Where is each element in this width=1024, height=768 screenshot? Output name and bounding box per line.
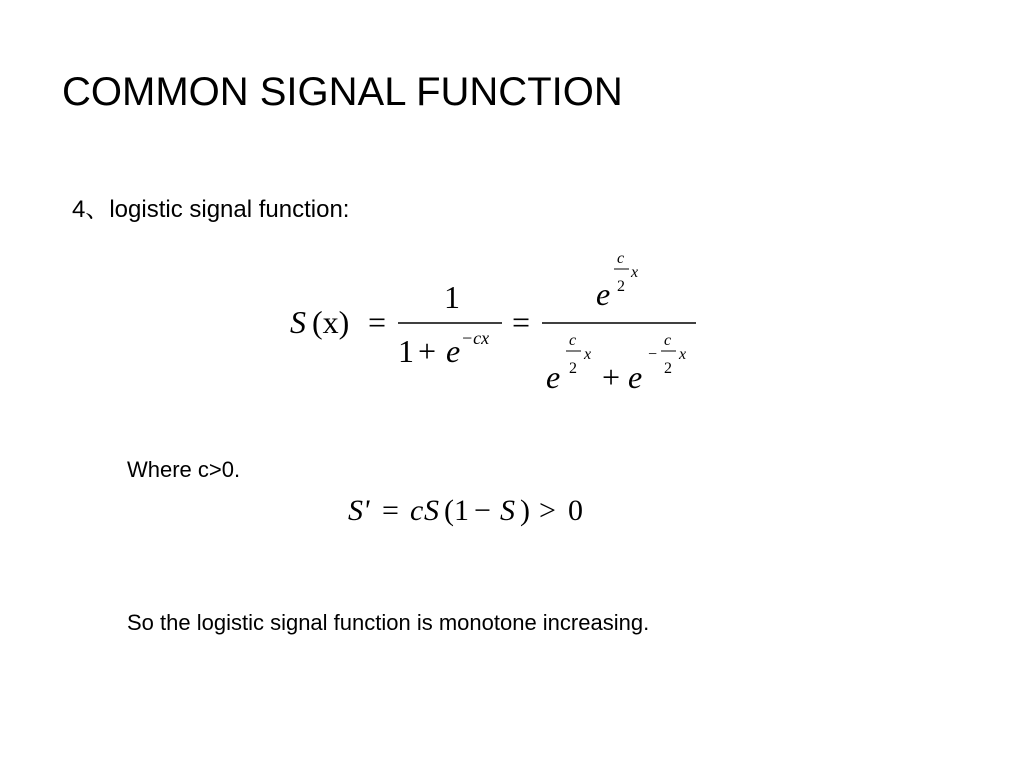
derivative-equation (340, 488, 600, 536)
deriv-s2: S (500, 494, 515, 527)
frac1-den-exp: −cx (461, 328, 490, 348)
eq-lhs-fn: S (290, 304, 306, 340)
deriv-minus: − (474, 494, 491, 527)
deriv-s-prime: S' (348, 494, 370, 527)
frac2-den-c-2: c (664, 332, 672, 349)
frac2-den-neg: − (648, 346, 658, 363)
deriv-close: ) (520, 494, 530, 527)
frac2-den-x-2: x (679, 346, 687, 363)
frac2-num-c: c (617, 250, 625, 267)
deriv-gt: > (539, 494, 556, 527)
logistic-equation (280, 245, 710, 400)
slide-title: COMMON SIGNAL FUNCTION (62, 70, 623, 114)
frac2-den-base-1: e (546, 359, 561, 395)
eq-lhs-arg: (x) (312, 304, 350, 340)
frac1-numerator: 1 (444, 279, 460, 315)
frac2-num-x: x (631, 264, 639, 281)
deriv-equals: = (382, 494, 399, 527)
eq-equals-2: = (512, 304, 531, 340)
condition-text: Where c>0. (127, 457, 241, 482)
frac2-den-two-1: 2 (569, 360, 577, 377)
conclusion-text: So the logistic signal function is monotone increasing. (127, 610, 650, 635)
frac2-den-x-1: x (584, 346, 592, 363)
frac2-den-base-2: e (628, 359, 643, 395)
deriv-c: c (410, 494, 424, 527)
frac2-den-c-1: c (569, 332, 577, 349)
eq-equals-1: = (368, 304, 387, 340)
frac1-den-one: 1 (398, 333, 414, 369)
frac2-den-plus: + (602, 359, 621, 395)
deriv-open: (1 (444, 494, 469, 527)
deriv-zero: 0 (568, 494, 583, 527)
subheading: 4、logistic signal function: (72, 196, 350, 223)
frac2-num-base: e (596, 276, 611, 312)
frac1-den-base: e (446, 333, 461, 369)
frac2-num-two: 2 (617, 278, 625, 295)
frac1-den-plus: + (418, 333, 437, 369)
frac2-den-two-2: 2 (664, 360, 672, 377)
deriv-s: S (424, 494, 439, 527)
